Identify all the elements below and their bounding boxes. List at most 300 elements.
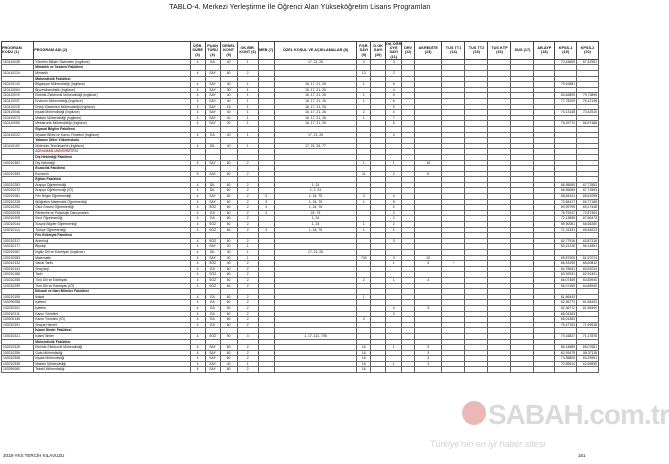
table-cell: 69,57000 (555, 255, 577, 261)
table-cell: Eğitim Fakültesi (34, 177, 190, 183)
table-cell: SAY (205, 82, 220, 88)
table-cell: İşletme (34, 305, 190, 311)
table-cell: 1 (357, 222, 371, 228)
table-cell: 100210202 (2, 305, 34, 311)
table-cell: 60 (220, 350, 237, 356)
table-header-row (2, 42, 599, 60)
table-cell: 1, 24 (274, 222, 357, 228)
table-cell: 6 (386, 82, 402, 88)
table-cell: 2 (237, 194, 258, 200)
table-cell: 3 (258, 227, 274, 233)
table-cell: 4 (190, 132, 205, 138)
table-cell: Siyasal Bilgiler Fakültesi (34, 126, 190, 132)
table-cell: 69,90081 (555, 222, 577, 228)
table-cell: 100210132 (2, 261, 34, 267)
table-cell: 100210335 (2, 361, 34, 367)
table-cell: 2 (237, 222, 258, 228)
table-cell: 110410225 (2, 104, 34, 110)
table-cell: 63,25951 (577, 356, 599, 362)
table-cell: SAY (205, 104, 220, 110)
table-cell: 16, 17, 21, 26 (274, 121, 357, 127)
table-cell: 66,07469 (555, 277, 577, 283)
table-cell: 110410143 (2, 82, 34, 88)
table-cell: 1 (237, 93, 258, 99)
table-cell: SÖZ (205, 277, 220, 283)
table-cell: 2 (357, 317, 371, 323)
table-cell: 16, 17, 21, 26 (274, 93, 357, 99)
table-cell: 3 (386, 93, 402, 99)
table-cell: SAY (205, 71, 220, 77)
table-cell (534, 367, 555, 373)
table-cell: SAY (205, 199, 220, 205)
table-cell: Makine Mühendisliği (34, 361, 190, 367)
column-header: TUS KTP (16) (488, 42, 511, 60)
table-cell: 76,12148 (577, 98, 599, 104)
table-cell: 40 (220, 261, 237, 267)
table-cell: 4 (190, 104, 205, 110)
table-cell: 110410073 (2, 115, 34, 121)
table-cell: 4 (190, 250, 205, 256)
table-cell: 1 (237, 143, 258, 149)
table-cell: 40 (220, 98, 237, 104)
table-cell: 4 (190, 110, 205, 116)
table-cell: 110410224 (2, 71, 34, 77)
table-cell: 4 (190, 305, 205, 311)
table-cell: 5 (386, 199, 402, 205)
table-cell: 40 (220, 115, 237, 121)
table-cell: 16, 17, 21, 26 (274, 110, 357, 116)
table-cell: 2 (237, 266, 258, 272)
table-cell: * (442, 261, 465, 267)
table-cell: 74,13148 (555, 110, 577, 116)
table-cell: 2 (237, 238, 258, 244)
table-cell: 100210256 (2, 350, 34, 356)
table-cell: 60 (220, 272, 237, 278)
table-cell: 62,93479 (555, 350, 577, 356)
table-cell: 2 (237, 227, 258, 233)
table-cell: 65,60812 (577, 261, 599, 267)
table-cell: 60 (220, 300, 237, 306)
table-cell: 100210353 (2, 171, 34, 177)
table-cell: 67,72553 (577, 188, 599, 194)
table-cell: 100210291 (2, 322, 34, 328)
table-cell: 1, 24 (274, 216, 357, 222)
table-cell: 4 (190, 367, 205, 373)
table-cell: EA (205, 300, 220, 306)
table-cell: 16, 17, 21, 26 (274, 104, 357, 110)
table-cell: SAY (205, 361, 220, 367)
table-cell: Mekatronik Mühendisliği (İngilizce) (34, 121, 190, 127)
table-cell: 110410152 (2, 143, 34, 149)
table-cell: 79,73896 (577, 93, 599, 99)
table-cell: Gıda Mühendisliği (34, 350, 190, 356)
table-cell: Fen-Edebiyat Fakültesi (34, 233, 190, 239)
table-cell: 4 (190, 294, 205, 300)
table-cell: EA (205, 266, 220, 272)
table-cell: SAY (205, 160, 220, 166)
table-cell: 100200145 (2, 317, 34, 323)
table-cell: İnşaat Mühendisliği (İngilizce) (34, 110, 190, 116)
table-cell: Rehberlik ve Psikolojik Danışmanlık (34, 210, 190, 216)
column-header: KPSS-1 (19) (555, 42, 577, 60)
table-cell: 4 (190, 322, 205, 328)
footer-left: 2018-YKS TERCİH KILAVUZU (3, 453, 65, 458)
table-cell: 17, 21, 26 (274, 132, 357, 138)
table-cell: 60 (220, 194, 237, 200)
table-cell: 66,07469 (555, 283, 577, 289)
table-cell: 1 (237, 87, 258, 93)
table-cell: 100210362 (2, 160, 34, 166)
table-cell: 4 (386, 194, 402, 200)
table-cell: 62,55830 (577, 361, 599, 367)
table-cell: 71,17876 (577, 333, 599, 339)
table-cell: 64,85940 (577, 283, 599, 289)
table-cell: 60 (220, 71, 237, 77)
table-cell: 2 (237, 272, 258, 278)
table-cell: 50 (220, 238, 237, 244)
table-cell: 60,21226 (555, 244, 577, 250)
table-cell: 1 (386, 361, 402, 367)
table-cell: 64,85940 (577, 277, 599, 283)
table-cell: 60 (220, 311, 237, 317)
table-cell: 4 (190, 317, 205, 323)
column-header: PROGRAM ADI (2) (34, 42, 190, 60)
table-cell: 4 (190, 300, 205, 306)
table-cell: Diş Hekimliği (34, 160, 190, 166)
table-cell: Tarih (34, 272, 190, 278)
table-cell: Fen Bilgisi Öğretmenliği (34, 194, 190, 200)
table-cell: 6 (386, 98, 402, 104)
table-cell: 3 (414, 345, 442, 351)
table-cell: 4 (190, 194, 205, 200)
table-cell: 63,92931 (555, 272, 577, 278)
table-cell: 16, 17, 21, 26 (274, 87, 357, 93)
table-cell: 1 (386, 160, 402, 166)
table-cell: 4 (386, 305, 402, 311)
table-cell: 60 (220, 266, 237, 272)
table-cell: 3 (414, 356, 442, 362)
column-header: OK.BİR. KONT (6) (237, 42, 258, 60)
table-cell: 60 (220, 205, 237, 211)
table-cell (402, 367, 415, 373)
table-cell: Yabancı Diller Yüksekokulu (34, 138, 190, 144)
column-header: KPSS-2 (20) (577, 42, 599, 60)
table-cell: 61,58400 (577, 305, 599, 311)
table-cell: 50 (220, 305, 237, 311)
table-cell: 64,78631 (555, 266, 577, 272)
table-cell: 10 (414, 255, 442, 261)
table-cell: Türk Dili ve Edebiyatı (34, 277, 190, 283)
table-cell: 60 (220, 182, 237, 188)
table-cell: 2 (357, 59, 371, 65)
column-header: ÖĞR. SÜRE (3) (190, 42, 205, 60)
table-cell: Mimarlık ve Tasarım Fakültesi (34, 65, 190, 71)
table-cell: 3 (237, 333, 258, 339)
table-cell: 1 (357, 160, 371, 166)
column-header: ÖZEL KOŞUL VE AÇIKLAMALAR (8) (274, 42, 357, 60)
table-cell: 61,58400 (577, 300, 599, 306)
table-cell: 63,87318 (577, 238, 599, 244)
table-cell: SAY (205, 356, 220, 362)
table-cell: 60 (220, 345, 237, 351)
table-cell: 1 (386, 277, 402, 283)
table-cell: 4 (190, 361, 205, 367)
table-cell: 1 (237, 104, 258, 110)
table-cell: 2 (237, 277, 258, 283)
table-cell (371, 367, 386, 373)
table-cell: 100210321 (2, 333, 34, 339)
table-cell: Tekstil Mühendisliği (34, 367, 190, 373)
table-cell: 77,78209 (555, 98, 577, 104)
table-cell: 100210114 (2, 227, 34, 233)
table-cell: 4 (190, 115, 205, 121)
table-cell: 3 (414, 305, 442, 311)
table-cell: Biyoloji (34, 244, 190, 250)
table-cell: EA (205, 317, 220, 323)
table-cell: 100290058 (2, 300, 34, 306)
table-cell (414, 367, 442, 373)
table-cell: Siyaset Bilimi ve Kamu Yönetimi (İngilizce) (34, 132, 190, 138)
table-cell: 2 (237, 305, 258, 311)
table-cell (555, 367, 577, 373)
table-cell: 1 (386, 261, 402, 267)
column-header: DK.ÖĞR. ÜYE SAYI (11) (386, 42, 403, 59)
watermark-text: Türkiye'nin en iyi haber sitesi (430, 439, 546, 449)
table-cell: SÖZ (205, 238, 220, 244)
table-cell: İnşaat Mühendisliği (34, 356, 190, 362)
table-cell: 100210211 (2, 311, 34, 317)
table-cell: 1 (237, 121, 258, 127)
table-cell: SÖZ (205, 205, 220, 211)
table-cell: 60 (220, 171, 237, 177)
table-cell: 58,37118 (577, 350, 599, 356)
table-cell: 62,77916 (555, 238, 577, 244)
table-cell: DİL (205, 143, 220, 149)
table-cell: 1 (357, 93, 371, 99)
table-cell: 4 (190, 255, 205, 261)
table-cell: SÖZ (205, 227, 220, 233)
table-cell: DİL (205, 188, 220, 194)
table-cell: 2 (237, 160, 258, 166)
table-cell: 3 (414, 261, 442, 267)
table-cell: SÖZ (205, 333, 220, 339)
table-cell: 72,43659 (555, 59, 577, 65)
table-cell: 4 (190, 238, 205, 244)
table-cell: 1 (386, 345, 402, 351)
table-cell: 16 (357, 367, 371, 373)
table-cell: 66,95065 (555, 188, 577, 194)
table-cell: 4 (190, 345, 205, 351)
table-cell: 100210326 (2, 345, 34, 351)
table-cell: Bilgisayar Mühendisliği (İngilizce) (34, 82, 190, 88)
table-cell: 100210255 (2, 277, 34, 283)
table-cell: 16, 17, 21, 26 (274, 98, 357, 104)
table-cell: 2 (386, 171, 402, 177)
table-cell: 1 (357, 82, 371, 88)
table-cell: 3 (386, 255, 402, 261)
table-cell: 79,51881 (555, 82, 577, 88)
page-title: TABLO-4. Merkezi Yerleştirme İle Öğrenci Alan Yükseköğretim Lisans Programları (169, 4, 431, 11)
table-cell: 20 (220, 244, 237, 250)
table-cell: Kamu Yönetimi (İÖ) (34, 317, 190, 323)
table-cell: 16, 17, 21, 26 (274, 82, 357, 88)
table-cell: 60 (220, 222, 237, 228)
table-cell: 110410037 (2, 98, 34, 104)
table-cell (386, 367, 402, 373)
table-cell: 110410019 (2, 93, 34, 99)
table-cell: 4 (386, 110, 402, 116)
table-cell: SÖZ (205, 222, 220, 228)
table-cell: 40 (220, 255, 237, 261)
table-cell: 1 (357, 227, 371, 233)
table-cell: 1 (237, 59, 258, 65)
table-cell: 4 (190, 272, 205, 278)
table-cell: EA (205, 311, 220, 317)
table-cell: 1 (237, 361, 258, 367)
table-cell: 73,42510 (577, 110, 599, 116)
table-cell: Sosyal Bilgiler Öğretmenliği (34, 222, 190, 228)
table-cell: EA (205, 210, 220, 216)
table-cell: 2 (237, 317, 258, 323)
table-cell: 60 (220, 317, 237, 323)
column-header: AB.AYP (18) (534, 42, 555, 60)
table-cell: 16 (357, 345, 371, 351)
programs-table (1, 41, 599, 373)
table-cell: SAY (205, 367, 220, 373)
table-cell: 2 (237, 283, 258, 289)
table-cell: 73,68417 (555, 199, 577, 205)
table-cell: 5 (190, 171, 205, 177)
table-cell: 69,27448 (577, 205, 599, 211)
table-cell: İktisadi ve İdari Bilimler Fakültesi (34, 289, 190, 295)
table-cell: 60 (220, 160, 237, 166)
table-cell: 65,77188 (577, 199, 599, 205)
table-cell: ADIYAMAN ÜNİVERSİTESİ (34, 149, 190, 155)
table-cell: 740 (357, 255, 371, 261)
table-cell: 90 (220, 333, 237, 339)
table-cell: 13 (357, 71, 371, 77)
table-cell: 60 (220, 283, 237, 289)
table-cell: 100210292 (2, 205, 34, 211)
table-body (2, 59, 599, 372)
table-cell: 4 (190, 350, 205, 356)
table-cell: 2 (237, 322, 258, 328)
table-cell: 60 (220, 227, 237, 233)
table-cell: 2 (357, 110, 371, 116)
table-cell: 11 (357, 171, 371, 177)
table-cell: 40 (220, 82, 237, 88)
table-cell: 4 (190, 199, 205, 205)
table-cell: 60,52034 (577, 266, 599, 272)
table-cell: 4 (190, 222, 205, 228)
table-cell: 100210317 (2, 238, 34, 244)
table-cell: EA (205, 322, 220, 328)
watermark-logo-icon (462, 401, 486, 425)
table-cell: 2 (237, 71, 258, 77)
table-cell: SÖZ (205, 283, 220, 289)
table-cell: 67,66473 (577, 216, 599, 222)
table-cell: 66,43199 (555, 261, 577, 267)
table-cell: 1 (237, 250, 258, 256)
table-cell (577, 367, 599, 373)
table-cell: 2 (414, 361, 442, 367)
table-cell: 3 (258, 194, 274, 200)
table-cell: SAY (205, 93, 220, 99)
table-cell: 66,97488 (577, 121, 599, 127)
column-header: DRV (12) (402, 42, 415, 60)
table-cell: 1 (237, 110, 258, 116)
column-header: PUAN TÜRÜ (4) (205, 42, 220, 60)
table-cell: 1, 24, 75 (274, 205, 357, 211)
table-cell: Enerji Sistemleri Mühendisliği (İngilizce) (34, 104, 190, 110)
table-cell: 16 (357, 356, 371, 362)
table-cell: 4 (386, 87, 402, 93)
table-cell: 17, 21, 26 (274, 59, 357, 65)
table-cell: 4 (190, 266, 205, 272)
watermark-logo: SABAH.com.tr (488, 399, 669, 430)
table-cell: SAY (205, 345, 220, 351)
table-cell: Mütercim-Tercümanlık (İngilizce) (34, 143, 190, 149)
table-cell: 4 (190, 227, 205, 233)
table-cell: 2 (237, 300, 258, 306)
table-cell: DİL (205, 250, 220, 256)
table-cell: 1, 2, 24 (274, 188, 357, 194)
table-cell: 4 (190, 82, 205, 88)
table-cell: 100210072 (2, 188, 34, 194)
table-cell: 2 (386, 216, 402, 222)
table-cell: 2 (237, 294, 258, 300)
table-cell: Sosyal Hizmet (34, 322, 190, 328)
table-cell: 4 (190, 87, 205, 93)
table-cell: 2 (357, 194, 371, 200)
table-cell: 3 (386, 238, 402, 244)
table-cell: 110410028 (2, 59, 34, 65)
table-cell: 4 (190, 216, 205, 222)
table-cell: 60 (220, 356, 237, 362)
table-cell: 40 (220, 250, 237, 256)
table-cell: 60 (220, 277, 237, 283)
table-cell: 65,07661 (577, 345, 599, 351)
table-cell: Türkçe Öğretmenliği (34, 227, 190, 233)
table-cell: 4 (190, 143, 205, 149)
table-cell: SAY (205, 121, 220, 127)
table-cell: 4 (190, 333, 205, 339)
table-cell: 66,66280 (577, 222, 599, 228)
table-cell: 60 (220, 199, 237, 205)
table-cell: 2 (237, 182, 258, 188)
table-cell: 1 (237, 244, 258, 250)
page-number: 161 (578, 453, 586, 458)
table-cell: 62,36772 (555, 305, 577, 311)
table-cell: 3 (258, 199, 274, 205)
table-cell: SAY (205, 110, 220, 116)
table-cell: Matematik (34, 255, 190, 261)
table-cell: 2 (237, 350, 258, 356)
table-cell: 1 (237, 132, 258, 138)
table-cell: İşletme (34, 300, 190, 306)
table-cell: 2 (237, 356, 258, 362)
table-cell: 1, 24, 75 (274, 194, 357, 200)
table-cell: 73,95809 (555, 356, 577, 362)
table-cell: 100210228 (2, 199, 34, 205)
table-cell (488, 367, 511, 373)
table-cell: Mimarlık (34, 71, 190, 77)
table-cell: SAY (205, 98, 220, 104)
table-cell: 1 (357, 115, 371, 121)
table-cell: Mühendislik Fakültesi (34, 76, 190, 82)
table-cell: 5 (386, 121, 402, 127)
table-cell: 4 (190, 205, 205, 211)
